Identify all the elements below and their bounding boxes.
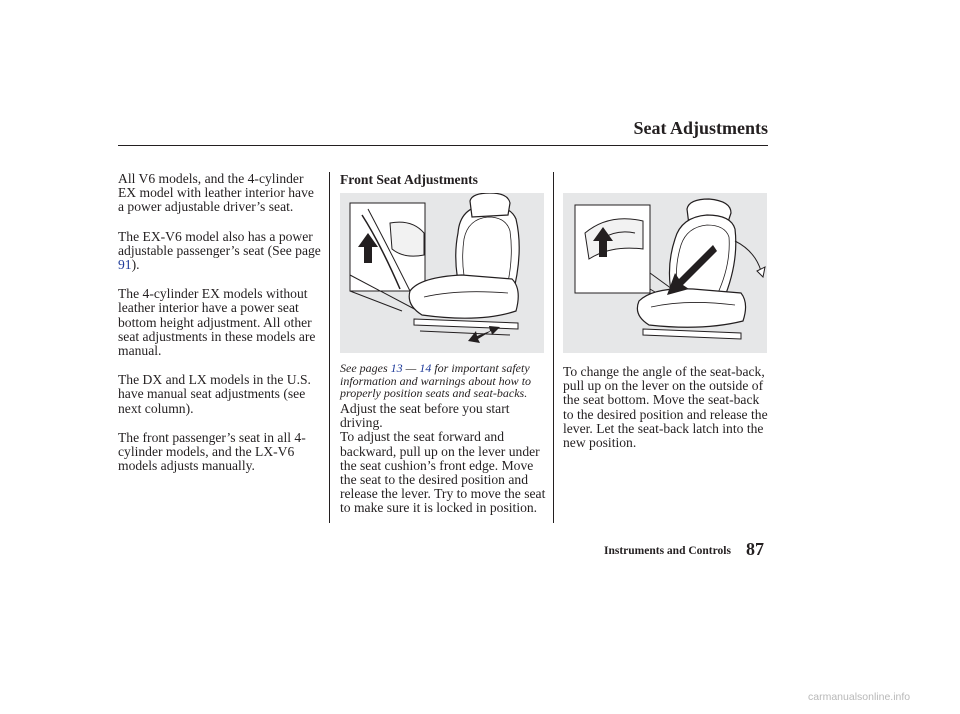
page-link-91[interactable]: 91 <box>118 257 132 273</box>
paragraph-seatback-angle: To change the angle of the seat-back, pull up on the lever on the outside of the seat bottom. Move the seat-back to the desired position and release the lever. Let the seat-back latch into the new position. <box>563 364 768 451</box>
seat-slide-illustration <box>340 193 544 353</box>
safety-note: See pages 13 — 14 for important safety information and warnings about how to properly position seats and seat-backs. <box>340 361 532 401</box>
paragraph-4cyl-ex-height: The 4-cylinder EX models without leather interior have a power seat bottom height adjustment. All other seat adjustments in these models are manual. <box>118 286 316 359</box>
footer-section-label: Instruments and Controls <box>604 545 731 557</box>
column-divider-right <box>553 172 554 523</box>
column-divider-left <box>329 172 330 523</box>
page-link-14[interactable]: 14 <box>419 361 432 375</box>
page-number: 87 <box>746 539 764 559</box>
header-rule <box>118 145 768 146</box>
section-heading: Front Seat Adjustments <box>340 172 478 187</box>
page-link-13[interactable]: 13 <box>390 361 403 375</box>
paragraph-dx-lx-manual: The DX and LX models in the U.S. have manual seat adjustments (see next column). <box>118 372 311 416</box>
seatback-recline-illustration <box>563 193 767 353</box>
page-title: Seat Adjustments <box>633 118 768 138</box>
paragraph-ex-v6-passenger-seat: The EX-V6 model also has a power adjustable passenger’s seat (See page 91). <box>118 228 321 273</box>
right-column-body <box>563 365 773 450</box>
paragraph-forward-backward: To adjust the seat forward and backward, pull up on the lever under the seat cushion’s front edge. Move the seat to the desired position and release the lever. Try to move the seat to make sure it is locked in position. <box>340 429 546 516</box>
left-column <box>118 172 323 488</box>
middle-column-body <box>340 402 550 516</box>
watermark: carmanualsonline.info <box>808 691 911 703</box>
paragraph-passenger-manual: The front passenger’s seat in all 4-cylinder models, and the LX-V6 models adjusts manually. <box>118 429 306 474</box>
paragraph-adjust-before-driving: Adjust the seat before you start driving. <box>340 401 510 431</box>
paragraph-power-driver-seat: All V6 models, and the 4-cylinder EX model with leather interior have a power adjustable driver’s seat. <box>118 171 314 215</box>
